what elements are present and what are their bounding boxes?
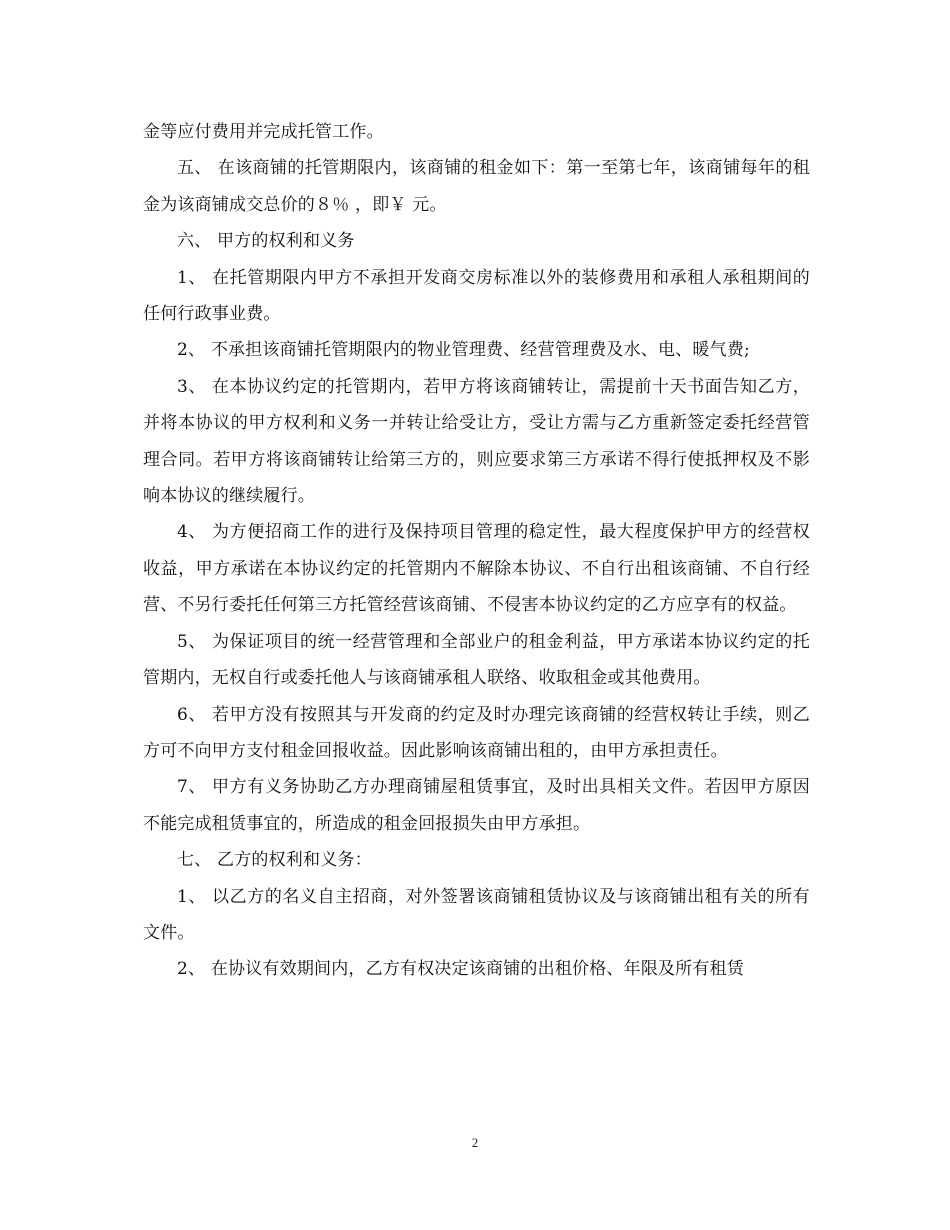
paragraph-7-2: 2、 在协议有效期间内，乙方有权决定该商铺的出租价格、年限及所有租赁: [177, 959, 745, 980]
paragraph-6-3: 3、 在本协议约定的托管期内，若甲方将该商铺转让，需提前十天书面告知乙方，并将本协议的甲方权利和义务一并转让给受让方，受让方需与乙方重新签定委托经营管理合同。若甲方将该商铺转让给第三方的，则应要求第三方承诺不得行使抵押权及不影响本协议的继续履行。: [143, 376, 810, 507]
page-number: 2: [471, 1135, 479, 1150]
paragraph-6-2: 2、 不承担该商铺托管期限内的物业管理费、经营管理费及水、电、暖气费;: [177, 340, 750, 361]
paragraph-6-6: 6、 若甲方没有按照其与开发商的约定及时办理完该商铺的经营权转让手续，则乙方可不向甲方支付租金回报收益。因此影响该商铺出租的，由甲方承担责任。: [143, 704, 810, 761]
heading-section-6: 六、 甲方的权利和义务: [177, 231, 355, 252]
paragraph-6-4: 4、 为方便招商工作的进行及保持项目管理的稳定性，最大程度保护甲方的经营权收益，甲方承诺在本协议约定的托管期内不解除本协议、不自行出租该商铺、不自行经营、不另行委托任何第三方托管经营该商铺、不侵害本协议约定的乙方应享有的权益。: [143, 522, 810, 616]
paragraph-continuation: 金等应付费用并完成托管工作。: [143, 122, 384, 142]
paragraph-6-1: 1、 在托管期限内甲方不承担开发商交房标准以外的装修费用和承租人承租期间的任何行政事业费。: [143, 267, 810, 325]
heading-section-7: 七、 乙方的权利和义务：: [177, 850, 372, 871]
paragraph-6-5: 5、 为保证项目的统一经营管理和全部业户的租金利益，甲方承诺本协议约定的托管期内，无权自行或委托他人与该商铺承租人联络、收取租金或其他费用。: [143, 631, 810, 689]
paragraph-section-5-rent: 五、 在该商铺的托管期限内，该商铺的租金如下：第一至第七年，该商铺每年的租金为该商铺成交总价的８％ ，即￥ 元。: [143, 158, 810, 215]
paragraph-6-7: 7、 甲方有义务协助乙方办理商铺屋租赁事宜，及时出具相关文件。若因甲方原因不能完成租赁事宜的，所造成的租金回报损失由甲方承担。: [143, 777, 810, 834]
paragraph-7-1: 1、 以乙方的名义自主招商，对外签署该商铺租赁协议及与该商铺出租有关的所有文件。: [143, 886, 810, 943]
document-body: [143, 114, 810, 988]
